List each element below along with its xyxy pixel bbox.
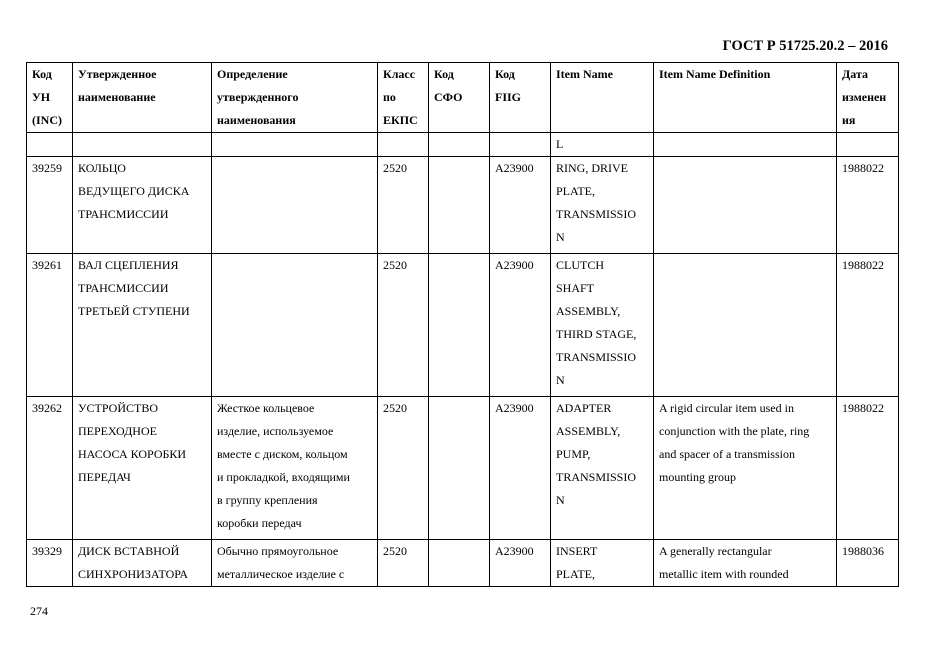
cell-text-line: НАСОСА КОРОБКИ xyxy=(78,447,187,461)
class-cell xyxy=(378,254,429,397)
column-header-line: Код xyxy=(495,67,515,81)
column-header-line: изменен xyxy=(842,90,887,104)
approved-name-cell xyxy=(73,157,212,254)
item-definition-cell xyxy=(654,254,837,397)
cell-text-line: ПЕРЕХОДНОЕ xyxy=(78,424,157,438)
column-header xyxy=(73,63,212,133)
item-name-cell xyxy=(551,254,654,397)
definition-cell xyxy=(212,254,378,397)
definition-cell xyxy=(212,157,378,254)
cell-text-line: и прокладкой, входящими xyxy=(217,470,350,484)
column-header-line: ия xyxy=(842,113,856,127)
column-header xyxy=(27,63,73,133)
item-name-cell xyxy=(551,157,654,254)
date-cell xyxy=(837,133,899,157)
cell-text-line: N xyxy=(556,493,565,507)
cell-text-line: INSERT xyxy=(556,544,598,558)
item-definition-cell xyxy=(654,157,837,254)
sfo-cell xyxy=(429,133,490,157)
column-header-line: наименование xyxy=(78,90,156,104)
cell-text-line: ПЕРЕДАЧ xyxy=(78,470,131,484)
cell-text-line: RING, DRIVE xyxy=(556,161,628,175)
cell-text-line: N xyxy=(556,373,565,387)
fiig-cell xyxy=(490,157,551,254)
cell-text-line: CLUTCH xyxy=(556,258,604,272)
table-row xyxy=(27,540,899,587)
column-header-line: утвержденного xyxy=(217,90,299,104)
class-cell xyxy=(378,157,429,254)
sfo-cell xyxy=(429,540,490,587)
cell-text-line: ВЕДУЩЕГО ДИСКА xyxy=(78,184,190,198)
inc-cell xyxy=(27,133,73,157)
cell-text-line: 39262 xyxy=(32,401,62,415)
column-header-line: УН xyxy=(32,90,51,104)
cell-text-line: 2520 xyxy=(383,544,407,558)
cell-text-line: metallic item with rounded xyxy=(659,567,789,581)
date-cell xyxy=(837,254,899,397)
date-cell xyxy=(837,397,899,540)
cell-text-line: 1988036 xyxy=(842,544,884,558)
cell-text-line: ТРАНСМИССИИ xyxy=(78,207,169,221)
table-body xyxy=(27,133,899,587)
cell-text-line: коробки передач xyxy=(217,516,302,530)
column-header-line: СФО xyxy=(434,90,463,104)
table-row xyxy=(27,157,899,254)
table-row xyxy=(27,397,899,540)
cell-text-line: A23900 xyxy=(495,161,534,175)
cell-text-line: L xyxy=(556,137,564,151)
item-name-cell xyxy=(551,540,654,587)
cell-text-line: 1988022 xyxy=(842,161,884,175)
cell-text-line: УСТРОЙСТВО xyxy=(78,401,158,415)
cell-text-line: в группу крепления xyxy=(217,493,318,507)
sfo-cell xyxy=(429,254,490,397)
cell-text-line: 2520 xyxy=(383,161,407,175)
cell-text-line: PLATE, xyxy=(556,184,595,198)
cell-text-line: ТРЕТЬЕЙ СТУПЕНИ xyxy=(78,304,190,318)
column-header-line: Код xyxy=(32,67,52,81)
column-header-line: по xyxy=(383,90,396,104)
cell-text-line: Обычно прямоугольное xyxy=(217,544,339,558)
fiig-cell xyxy=(490,540,551,587)
cell-text-line: A23900 xyxy=(495,544,534,558)
date-cell xyxy=(837,157,899,254)
cell-text-line: SHAFT xyxy=(556,281,595,295)
inc-cell xyxy=(27,540,73,587)
column-header-line: Item Name Definition xyxy=(659,67,771,81)
cell-text-line: 39259 xyxy=(32,161,62,175)
document-code: ГОСТ Р 51725.20.2 – 2016 xyxy=(722,38,888,54)
cell-text-line: and spacer of a transmission xyxy=(659,447,795,461)
cell-text-line: КОЛЬЦО xyxy=(78,161,126,175)
definition-cell xyxy=(212,540,378,587)
column-header xyxy=(654,63,837,133)
approved-name-cell xyxy=(73,254,212,397)
table-row xyxy=(27,133,899,157)
inc-cell xyxy=(27,397,73,540)
cell-text-line: вместе с диском, кольцом xyxy=(217,447,348,461)
class-cell xyxy=(378,397,429,540)
fiig-cell xyxy=(490,397,551,540)
cell-text-line: Жесткое кольцевое xyxy=(217,401,315,415)
column-header xyxy=(490,63,551,133)
inc-cell xyxy=(27,157,73,254)
approved-name-cell xyxy=(73,540,212,587)
column-header-line: FIIG xyxy=(495,90,522,104)
cell-text-line: 2520 xyxy=(383,258,407,272)
table-header-row xyxy=(27,63,899,133)
item-name-cell xyxy=(551,397,654,540)
column-header-line: ЕКПС xyxy=(383,113,418,127)
cell-text-line: TRANSMISSIO xyxy=(556,470,637,484)
cell-text-line: PLATE, xyxy=(556,567,595,581)
cell-text-line: 39329 xyxy=(32,544,62,558)
class-cell xyxy=(378,133,429,157)
date-cell xyxy=(837,540,899,587)
item-definition-cell xyxy=(654,540,837,587)
item-definition-cell xyxy=(654,133,837,157)
cell-text-line: THIRD STAGE, xyxy=(556,327,637,341)
item-name-cell xyxy=(551,133,654,157)
fiig-cell xyxy=(490,133,551,157)
sfo-cell xyxy=(429,397,490,540)
column-header-line: Дата xyxy=(842,67,868,81)
cell-text-line: 2520 xyxy=(383,401,407,415)
cell-text-line: TRANSMISSIO xyxy=(556,350,637,364)
page-number: 274 xyxy=(30,604,48,618)
cell-text-line: PUMP, xyxy=(556,447,591,461)
cell-text-line: A23900 xyxy=(495,258,534,272)
fiig-cell xyxy=(490,254,551,397)
cell-text-line: ADAPTER xyxy=(556,401,612,415)
definition-cell xyxy=(212,397,378,540)
cell-text-line: металлическое изделие с xyxy=(217,567,345,581)
column-header-line: Определение xyxy=(217,67,288,81)
cell-text-line: 1988022 xyxy=(842,258,884,272)
column-header xyxy=(429,63,490,133)
column-header-line: (INC) xyxy=(32,113,62,127)
cell-text-line: ASSEMBLY, xyxy=(556,304,621,318)
column-header-line: Утвержденное xyxy=(78,67,157,81)
cell-text-line: ДИСК ВСТАВНОЙ xyxy=(78,544,180,558)
column-header-line: наименования xyxy=(217,113,296,127)
column-header-line: Класс xyxy=(383,67,416,81)
cell-text-line: TRANSMISSIO xyxy=(556,207,637,221)
cell-text-line: ВАЛ СЦЕПЛЕНИЯ xyxy=(78,258,179,272)
cell-text-line: ASSEMBLY, xyxy=(556,424,621,438)
inc-cell xyxy=(27,254,73,397)
cell-text-line: conjunction with the plate, ring xyxy=(659,424,810,438)
column-header xyxy=(837,63,899,133)
column-header xyxy=(378,63,429,133)
cell-text-line: A rigid circular item used in xyxy=(659,401,794,415)
cell-text-line: N xyxy=(556,230,565,244)
item-definition-cell xyxy=(654,397,837,540)
column-header xyxy=(212,63,378,133)
class-cell xyxy=(378,540,429,587)
cell-text-line: СИНХРОНИЗАТОРА xyxy=(78,567,189,581)
approved-name-cell xyxy=(73,397,212,540)
cell-text-line: 1988022 xyxy=(842,401,884,415)
table-row xyxy=(27,254,899,397)
cell-text-line: A23900 xyxy=(495,401,534,415)
approved-name-cell xyxy=(73,133,212,157)
column-header-line: Item Name xyxy=(556,67,613,81)
sfo-cell xyxy=(429,157,490,254)
cell-text-line: ТРАНСМИССИИ xyxy=(78,281,169,295)
cell-text-line: изделие, используемое xyxy=(217,424,334,438)
definition-cell xyxy=(212,133,378,157)
column-header xyxy=(551,63,654,133)
nomenclature-table xyxy=(26,62,899,587)
cell-text-line: 39261 xyxy=(32,258,62,272)
cell-text-line: A generally rectangular xyxy=(659,544,772,558)
cell-text-line: mounting group xyxy=(659,470,736,484)
column-header-line: Код xyxy=(434,67,454,81)
